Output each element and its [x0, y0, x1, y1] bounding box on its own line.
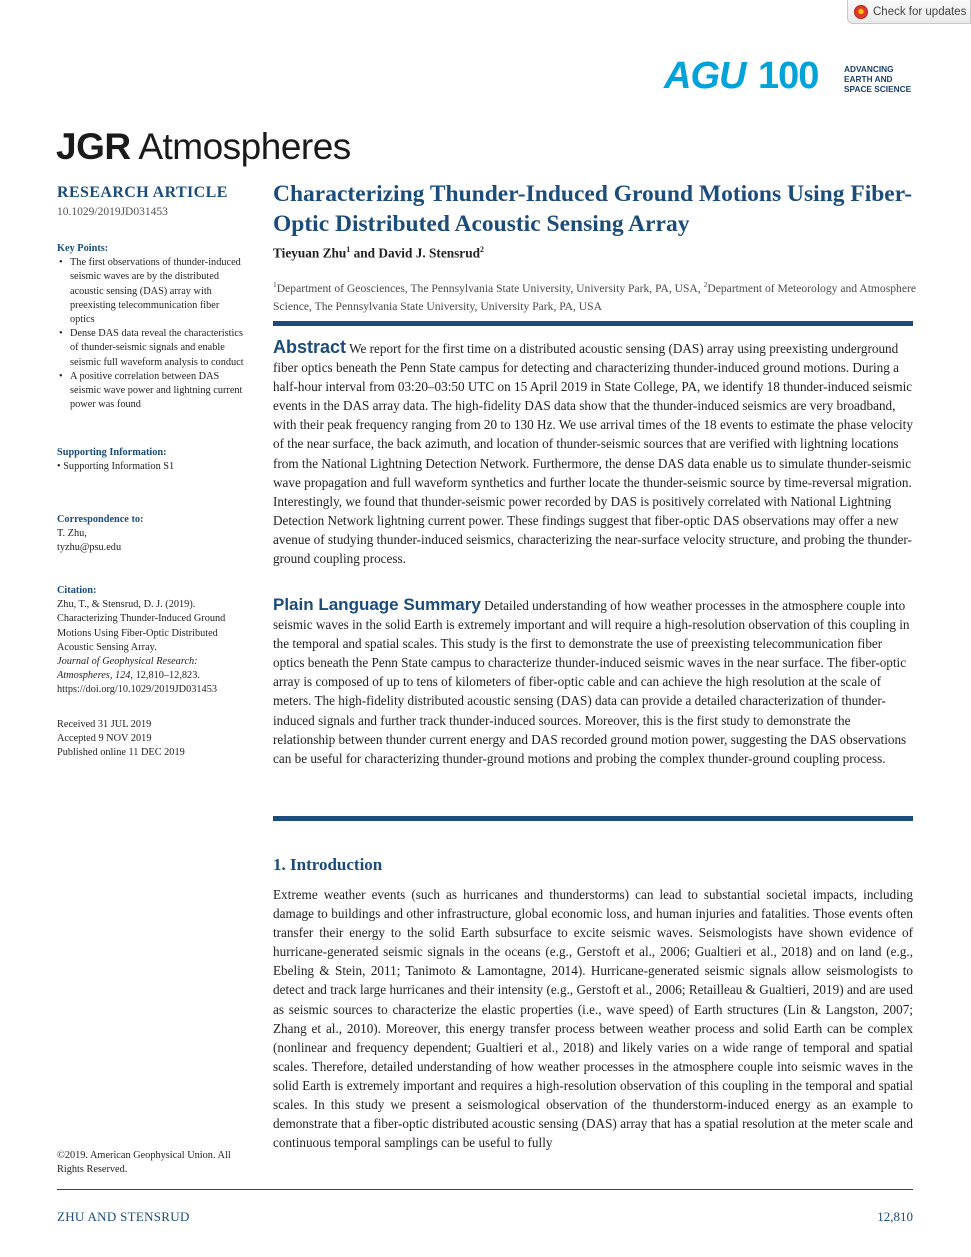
article-type: RESEARCH ARTICLE	[57, 184, 228, 201]
journal-name-bold: JGR	[56, 126, 131, 167]
tagline-line: ADVANCING	[844, 64, 894, 74]
citation-journal: Journal of Geophysical Research: Atmospheres	[57, 656, 198, 682]
dates	[57, 718, 245, 761]
abstract-top-rule	[273, 321, 913, 326]
plain-language-summary-heading: Plain Language Summary	[273, 595, 481, 614]
accepted-date: Accepted 9 NOV 2019	[57, 733, 152, 745]
citation-journal-line: Journal of Geophysical Research: Atmospheres, 124, 12,810–12,823.	[57, 656, 200, 682]
affiliations	[273, 276, 918, 316]
affiliation-mark: 1	[273, 280, 277, 289]
author-affiliation-mark: 1	[346, 245, 351, 254]
affiliation-text: Department of Geosciences, The Pennsylvania State University, University Park, PA, USA,	[276, 281, 704, 295]
citation-heading: Citation:	[57, 585, 97, 596]
author-name[interactable]: Tieyuan Zhu	[273, 245, 347, 261]
journal-name-rest: Atmospheres	[130, 126, 351, 167]
affiliation-text: Department of Meteorology and Atmosphere Science, The Pennsylvania State University, University Park, PA, USA	[273, 281, 916, 313]
key-point-item: • Dense DAS data reveal the characteristics of thunder-seismic signals and enable seismic full waveform analysis to conduct	[57, 327, 245, 370]
check-updates-label: Check for updates	[873, 5, 967, 18]
correspondence	[57, 513, 245, 556]
agu-logo-tagline	[844, 64, 924, 94]
key-points	[57, 242, 245, 412]
footer-authors: ZHU AND STENSRUD	[57, 1209, 190, 1224]
author-name[interactable]: David J. Stensrud	[378, 245, 480, 261]
correspondence-heading: Correspondence to:	[57, 514, 144, 525]
authors	[273, 245, 484, 261]
doi: 10.1029/2019JD031453	[57, 206, 168, 218]
key-point-item: • The first observations of thunder-induced seismic waves are by the distributed acoustic sensing (DAS) array with preexisting telecommunication fiber optics	[57, 256, 245, 327]
published-date: Published online 11 DEC 2019	[57, 747, 185, 759]
tagline-line: EARTH AND	[844, 74, 893, 84]
agu-logo-number: 100	[758, 55, 819, 97]
citation-text: Zhu, T., & Stensrud, D. J. (2019). Characterizing Thunder-Induced Ground Motions Using Fiber-Optic Distributed Acoustic Sensing Array.	[57, 599, 226, 653]
journal-name	[56, 126, 351, 168]
citation-url[interactable]: https://doi.org/10.1029/2019JD031453	[57, 684, 217, 696]
supporting-information-item[interactable]: • Supporting Information S1	[57, 461, 175, 473]
article-title: Characterizing Thunder-Induced Ground Motions Using Fiber-Optic Distributed Acoustic Sensing Array	[273, 181, 913, 237]
copyright: ©2019. American Geophysical Union. All Rights Reserved.	[57, 1150, 231, 1175]
abstract-heading: Abstract	[273, 337, 347, 357]
plain-language-summary-text: Detailed understanding of how weather processes in the atmosphere couple into seismic waves in the solid Earth is extremely important and will require a high-resolution observation of this coupling in the temporal and spatial scales. This study is the first to demonstrate the use of preexisting telecommunication fiber optics beneath the Penn State campus to characterize thunder-induced seismic waves in the near surface. The fiber-optic array is composed of up to tens of kilometers of fiber-optic cable and can achieve the high resolution at the scale of meters. The high-fidelity distributed acoustic sensing (DAS) data can provide a detailed characterization of thunder-induced signals and further track thunder-induced sources. Moreover, this is the first study to demonstrate the relationship between thunder current energy and DAS recorded ground motion power, suggesting the DAS observations can be useful for characterizing thunder-ground motions and probing the complex thunder-ground coupling process.	[273, 598, 910, 766]
key-point-item: • A positive correlation between DAS seismic wave power and lightning current power was found	[57, 370, 245, 413]
introduction-text: Extreme weather events (such as hurricanes and thunderstorms) can lead to substantial societal impacts, including damage to buildings and other infrastructure, global economic loss, and human injuries and fatalities. Those events often transfer their energy to the solid Earth subsurface to excite seismic waves. Seismologists have shown evidence of hurricane-generated seismic signals in the oceans (e.g., Gerstoft et al., 2006; Gualtieri et al., 2018) and on land (e.g., Ebeling & Stein, 2011; Tanimoto & Lamontagne, 2014). Hurricane-generated seismic signals allow seismologists to detect and track large hurricanes and their intensity (e.g., Gerstoft et al., 2006; Retailleau & Gualtieri, 2019) and are used as seismic sources to characterize the elastic properties (i.e., wave speed) of Earth structures (Lin & Langston, 2007; Zhang et al., 2010). Moreover, this energy transfer process between weather process and solid Earth can be complex (nonlinear and frequency dependent; Gualtieri et al., 2018) and likely varies on a wide range of temporal and spatial scales. Therefore, detailed understanding of how weather processes in the atmosphere couple into seismic waves in the solid Earth is extremely important and requires a high-resolution observation of this coupling in the temporal and spatial scales. In this study we present a seismological observation of the thunderstorm-induced energy as an example to demonstrate that a fiber-optic distributed acoustic sensing (DAS) array that has a spatial resolution at the meter scale and continuous temporal samplings can be useful to fully	[273, 887, 913, 1151]
citation	[57, 584, 245, 698]
abstract	[273, 338, 913, 568]
plain-language-summary	[273, 595, 913, 768]
abstract-bottom-rule	[273, 816, 913, 821]
correspondence-name: T. Zhu,	[57, 528, 87, 540]
received-date: Received 31 JUL 2019	[57, 719, 152, 730]
page-number: 12,810	[877, 1209, 913, 1224]
agu-logo-word: AGU	[664, 55, 746, 97]
introduction-heading: 1. Introduction	[273, 855, 383, 874]
tagline-line: SPACE SCIENCE	[844, 84, 912, 94]
key-points-heading: Key Points:	[57, 243, 109, 254]
abstract-text: We report for the first time on a distributed acoustic sensing (DAS) array using preexisting underground fiber optics beneath the Penn State campus for detecting and characterizing thunder-induced ground motions. During a half-hour interval from 03:20–03:50 UTC on 15 April 2019 in State College, PA, we identify 18 thunder-induced seismic events in the DAS array data. The high-fidelity DAS data show that the thunder-induced seismics are very broadband, with their peak frequency ranging from 20 to 130 Hz. We use arrival times of the 18 events to estimate the phase velocity of the near surface, the back azimuth, and location of thunder-seismic sources that are verified with lightning locations from the National Lightning Detection Network. Furthermore, the dense DAS data enable us to simulate thunder-seismic wave propagation and full waveform synthetics and further locate the thunder-seismic source by time-reversal migration. Interestingly, we found that thunder-seismic power recorded by DAS is positively correlated with National Lightning Detection Network lightning current power. These findings suggest that fiber-optic DAS observations may offer a new avenue of studying thunder-induced seismics, characterizing the near-surface velocity structure, and probing the thunder-ground coupling process.	[273, 341, 913, 567]
citation-volume: 124	[114, 670, 131, 682]
supporting-information-label[interactable]: Supporting Information S1	[63, 461, 175, 473]
correspondence-email[interactable]: tyzhu@psu.edu	[57, 542, 122, 554]
supporting-information-heading: Supporting Information:	[57, 447, 167, 458]
crossmark-icon	[854, 5, 868, 19]
citation-pages: , 12,810–12,823.	[130, 670, 200, 682]
check-for-updates-button[interactable]	[847, 0, 971, 24]
author-affiliation-mark: 2	[480, 245, 484, 254]
supporting-information	[57, 446, 245, 474]
author-separator: and	[350, 245, 379, 261]
footer-rule	[57, 1189, 913, 1190]
affiliation-mark: 2	[703, 280, 708, 289]
agu-logo	[664, 55, 924, 101]
